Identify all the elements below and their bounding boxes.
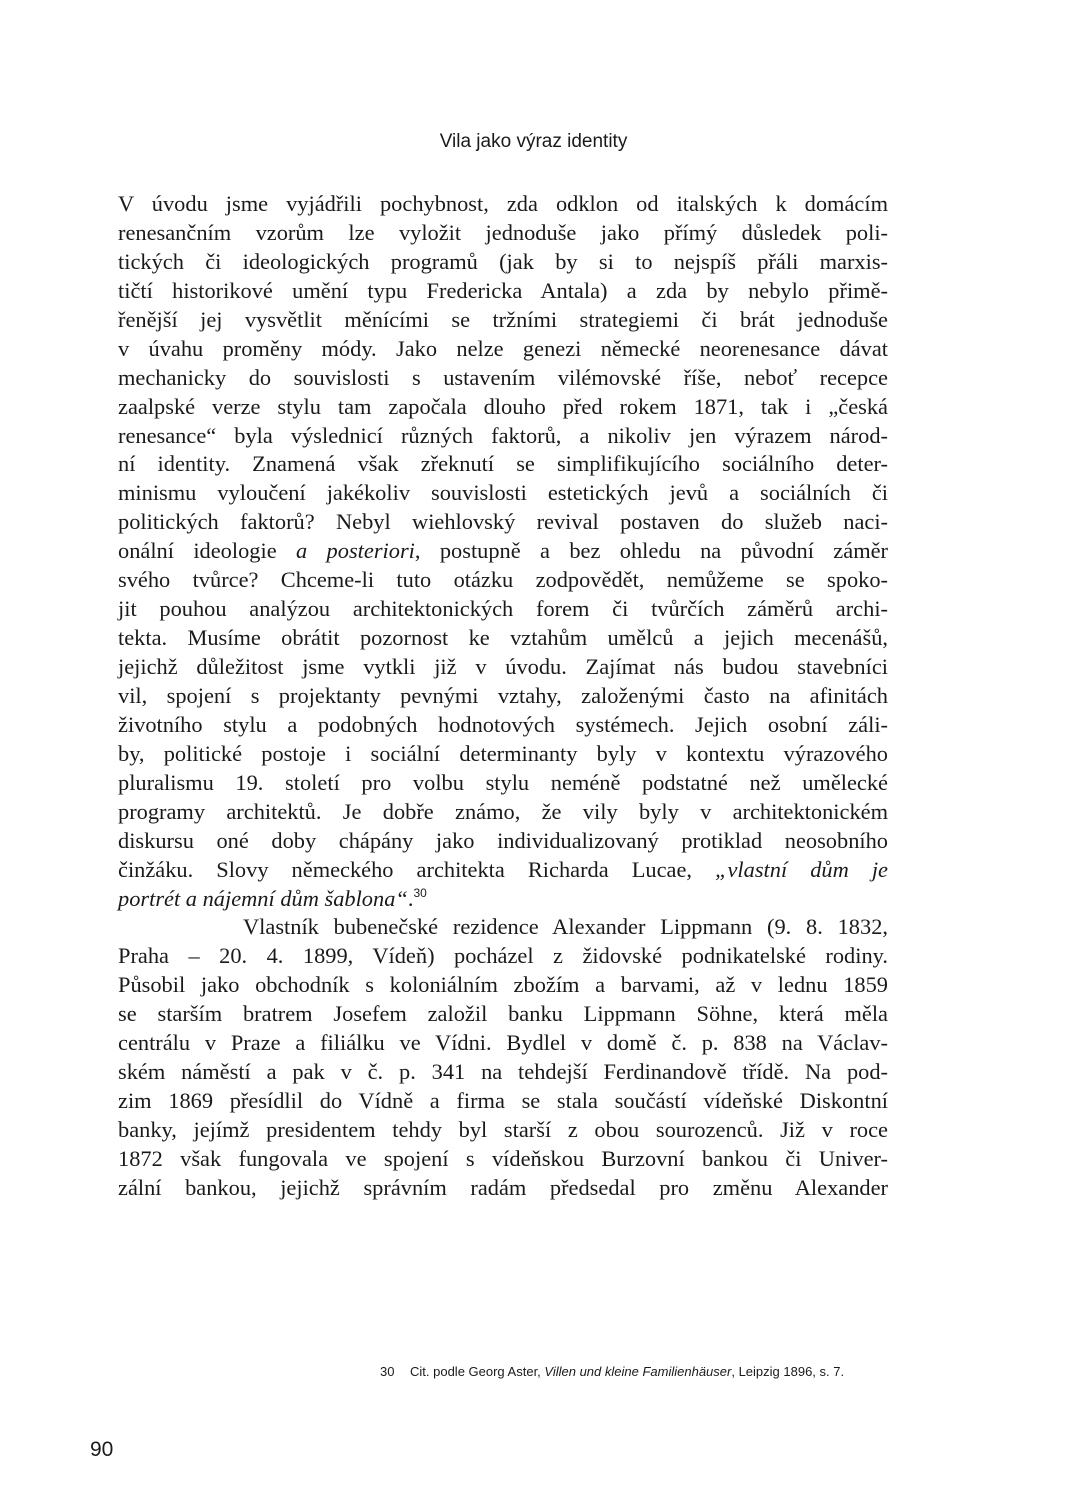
text-line [118,537,888,566]
text-line: ském náměstí a pak v č. p. 341 na tehdejší Ferdinandově třídě. Na pod- [118,1059,888,1085]
text-line: řenější jej vysvětlit měnícími se tržními strategiemi či brát jednoduše [118,306,888,332]
text-segment: onální ideologie [118,538,296,564]
page-number: 90 [90,1438,114,1461]
text-line: banky, jejímž presidentem tehdy byl starší z obou sourozenců. Již v roce [118,1117,888,1142]
text-line: ní identity. Znamená však zřeknutí se simplifikujícího sociálního deter- [118,451,888,477]
text-line: Praha – 20. 4. 1899, Vídeň) pocházel z židovské podnikatelské rodiny. [118,943,888,969]
text-segment: činžáku. Slovy německého architekta Richarda Lucae, [118,856,716,882]
text-line [118,885,888,914]
text-line: mechanicky do souvislosti s ustavením vilémovské říše, neboť recepce [118,364,888,390]
running-title: Vila jako výraz identity [439,131,628,152]
text-line: Vlastník bubenečské rezidence Alexander Lippmann (9. 8. 1832, [243,914,888,940]
italic-quote: „vlastní dům je [715,856,888,882]
text-line: životního stylu a podobných hodnotových systémech. Jejich osobní záli- [118,711,888,737]
text-line: centrálu v Praze a filiálku ve Vídni. Bydlel v domě č. p. 838 na Václav- [118,1030,888,1056]
footnote-text: Cit. podle Georg Aster, [410,1364,545,1379]
text-line: zaalpské verze stylu tam započala dlouho před rokem 1871, tak i „česká [118,393,888,419]
text-line: Působil jako obchodník s koloniálním zbožím a barvami, až v lednu 1859 [118,972,888,998]
text-line: pluralismu 19. století pro volbu stylu neméně podstatné než umělecké [118,769,888,795]
text-line: V úvodu jsme vyjádřili pochybnost, zda odklon od italských k domácím [118,191,888,216]
text-line: zální bankou, jejichž správním radám předsedal pro změnu Alexander [118,1174,888,1200]
text-segment: . [407,885,414,911]
text-line: jejichž důležitost jsme vytkli již v úvodu. Zajímat nás budou stavebníci [118,654,888,679]
italic-quote: portrét a nájemní dům šablona“ [118,885,408,911]
text-line: by, politické postoje i sociální determinanty byly v kontextu výrazového [118,740,888,766]
text-line: tekta. Musíme obrátit pozornost ke vztahům umělců a jejich mecenášů, [118,625,888,651]
body-text [118,190,888,1203]
footnote-text: , Leipzig 1896, s. 7. [731,1364,845,1379]
text-line: jit pouhou analýzou architektonických forem či tvůrčích záměrů archi- [118,596,888,622]
running-header [0,131,1067,153]
text-line: politických faktorů? Nebyl wiehlovský revival postaven do služeb naci- [118,509,888,535]
text-line: zim 1869 přesídlil do Vídně a firma se stala součástí vídeňské Diskontní [118,1088,888,1114]
text-line: minismu vyloučení jakékoliv souvislosti estetických jevů a sociálních či [118,480,888,506]
footnote-reference[interactable]: 30 [413,885,427,900]
text-line: programy architektů. Je dobře známo, že vily byly v architektonickém [118,798,888,824]
text-line: v úvahu proměny módy. Jako nelze genezi německé neorenesance dávat [118,335,888,361]
text-line: diskursu oné doby chápány jako individualizovaný protiklad neosobního [118,827,888,853]
text-line: vil, spojení s projektanty pevnými vztahy, založenými často na afinitách [118,682,888,708]
text-line: tických či ideologických programů (jak by si to nejspíš přáli marxis- [118,248,888,274]
text-line [118,856,888,885]
text-line: 1872 však fungovala ve spojení s vídeňskou Burzovní bankou či Univer- [118,1145,888,1171]
footnote-number: 30 [380,1364,395,1379]
text-segment: , postupně a bez ohledu na původní záměr [414,538,888,564]
footnote-book-title: Villen und kleine Familienhäuser [544,1364,732,1379]
text-line: tičtí historikové umění typu Fredericka Antala) a zda by nebylo přimě- [118,277,888,303]
text-line: renesance“ byla výslednicí různých faktorů, a nikoliv jen výrazem národ- [118,422,888,448]
text-line: svého tvůrce? Chceme-li tuto otázku zodpovědět, nemůžeme se spoko- [118,567,888,593]
text-line: renesančním vzorům lze vyložit jednoduše jako přímý důsledek poli- [118,219,888,245]
footnote [380,1364,844,1379]
italic-phrase: a posteriori [296,538,415,564]
text-line: se starším bratrem Josefem založil banku Lippmann Söhne, která měla [118,1001,888,1027]
